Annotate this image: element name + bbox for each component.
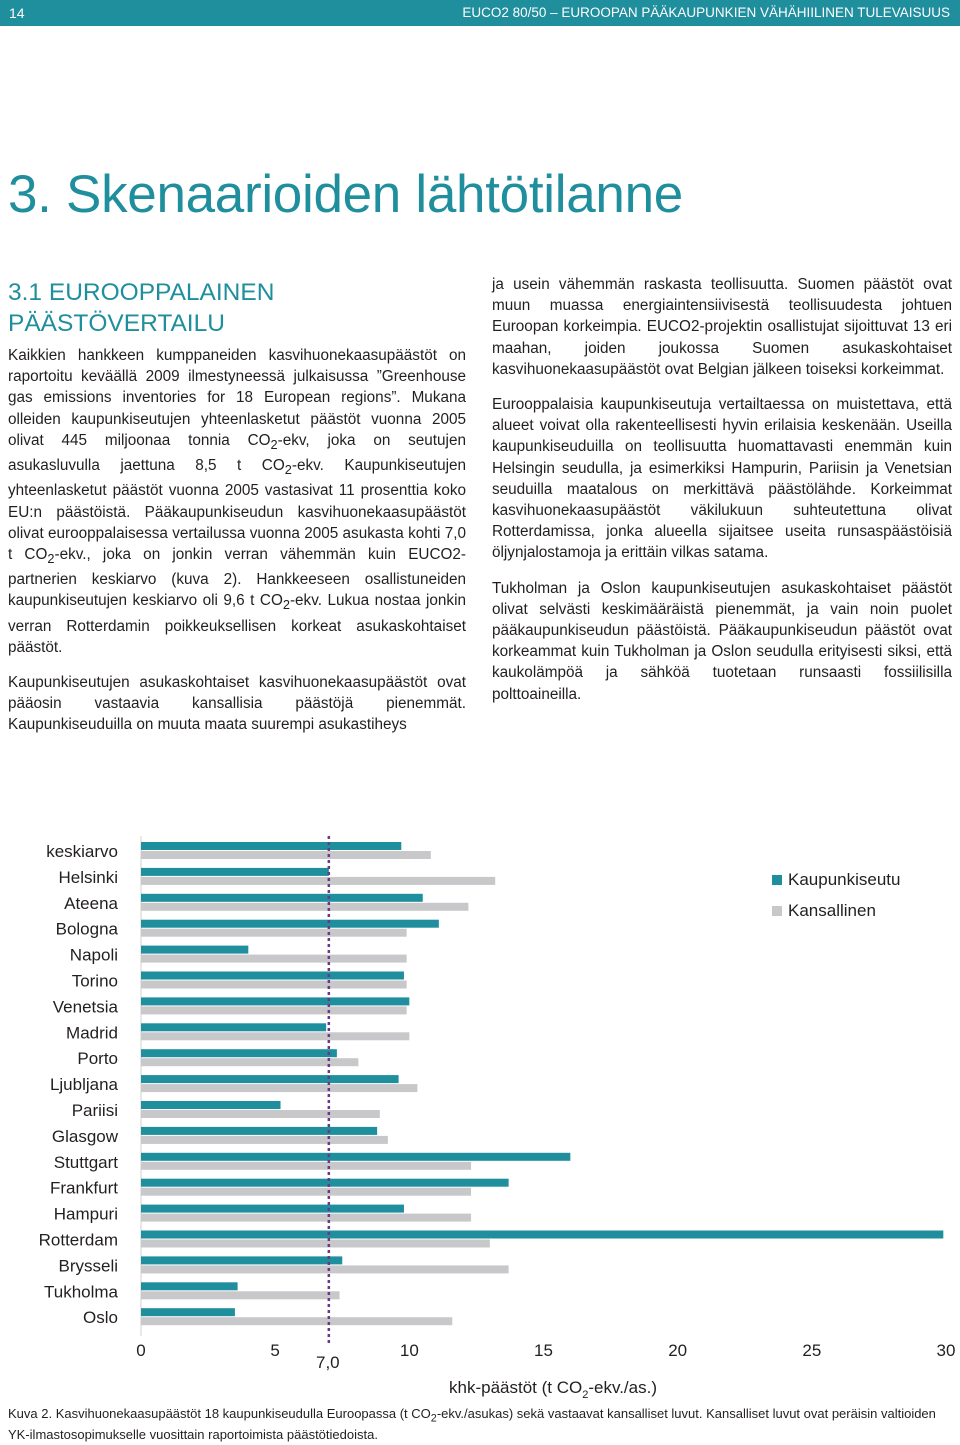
caption-subscript: 2: [430, 1412, 437, 1425]
left-column: [8, 345, 466, 750]
text-run: -ekv, joka on seutujen asukasluvulla jaettuna 8,5 t CO: [8, 431, 466, 475]
bar-kansallinen-17: [141, 1291, 340, 1299]
bar-kaupunkiseutu-6: [141, 997, 409, 1005]
reference-line-label: 7,0: [316, 1353, 340, 1372]
category-label-8: Porto: [77, 1049, 118, 1069]
text-run: -ekv., joka on jonkin verran vähemmän kuin EUCO2-partnerien keskiarvo (kuva 2). Hankkeeseen osallistuneiden kaupunkiseutujen keskiarvo oli 9,6 t CO: [8, 545, 466, 610]
bar-kaupunkiseutu-17: [141, 1282, 238, 1290]
x-axis-label-subscript: 2: [582, 1389, 589, 1400]
x-axis-label: [449, 1378, 657, 1400]
bar-kaupunkiseutu-0: [141, 842, 401, 850]
emissions-chart-svg: [0, 820, 960, 1400]
header-bar: [0, 0, 960, 26]
bar-kaupunkiseutu-14: [141, 1205, 404, 1213]
category-label-0: keskiarvo: [46, 842, 118, 861]
bar-kansallinen-0: [141, 851, 431, 859]
category-label-12: Stuttgart: [53, 1152, 118, 1172]
bar-kansallinen-18: [141, 1317, 452, 1325]
bar-kaupunkiseutu-10: [141, 1101, 281, 1109]
section-heading: [8, 277, 468, 339]
text-run: -ekv. Lukua nostaa jonkin verran Rotterdamin poikkeuksellisen korkeat asukaskohtaiset päästöt.: [8, 592, 466, 656]
category-label-11: Glasgow: [51, 1126, 118, 1146]
category-label-3: Bologna: [55, 919, 118, 939]
right-column: [492, 274, 952, 719]
category-label-16: Brysseli: [58, 1256, 118, 1276]
category-label-1: Helsinki: [58, 867, 118, 887]
bar-kansallinen-7: [141, 1032, 409, 1040]
caption-text: Kasvihuonekaasupäästöt 18 kaupunkiseudulla Euroopassa (t CO: [52, 1406, 431, 1421]
category-label-7: Madrid: [66, 1023, 118, 1043]
category-label-4: Napoli: [69, 945, 118, 965]
bar-kansallinen-3: [141, 929, 407, 937]
section-heading-line2: PÄÄSTÖVERTAILU: [8, 310, 225, 337]
left-paragraph-1: [8, 345, 466, 658]
x-tick-label-5: 25: [802, 1341, 822, 1360]
bar-kaupunkiseutu-16: [141, 1256, 342, 1264]
emissions-chart: [0, 820, 960, 1400]
x-tick-label-1: 5: [270, 1341, 280, 1360]
bar-kansallinen-8: [141, 1058, 358, 1066]
right-paragraph-2: Eurooppalaisia kaupunkiseutuja vertailtaessa on muistettava, että alueet voivat olla rakenteellisesti hyvin erilaisia keskenään. Useilla kaupunkiseuduilla on teollisuutta huomattavasti enemmän kuin Helsingin seudulla, ja esimerkiksi Hampurin, Pariisin ja Venetsian seuduilla maatalous on merkittävä päästölähde. Korkeimmat kasvihuonekaasupäästöt väkilukuun suhteutettuna olivat Rotterdamissa, jonka alueella sijaitsee useita runsaspäästöisiä öljynjalostamoja ja erittäin vilkas satama.: [492, 396, 952, 562]
bar-kansallinen-11: [141, 1136, 388, 1144]
category-label-14: Hampuri: [53, 1204, 118, 1224]
x-axis-label-text-rest: -ekv./as.): [588, 1378, 657, 1397]
x-tick-label-6: 30: [936, 1341, 956, 1360]
category-label-9: Ljubljana: [49, 1075, 118, 1095]
x-tick-label-0: 0: [136, 1341, 146, 1360]
x-tick-label-3: 15: [534, 1341, 553, 1360]
bar-kansallinen-1: [141, 877, 495, 885]
section-heading-line1: 3.1 EUROOPPALAINEN: [8, 279, 275, 306]
subscript: 2: [284, 462, 292, 478]
bar-kaupunkiseutu-4: [141, 946, 248, 954]
bar-kaupunkiseutu-3: [141, 920, 439, 928]
left-paragraph-2: Kaupunkiseutujen asukaskohtaiset kasvihuonekaasupäästöt ovat pääosin vastaavia kansallisia päästöjä pienemmät. Kaupunkiseuduilla on muuta maata suurempi asukastiheys: [8, 674, 466, 734]
figure-caption: [8, 1406, 953, 1443]
category-label-17: Tukholma: [43, 1282, 118, 1302]
category-label-10: Pariisi: [71, 1101, 118, 1120]
right-paragraph-3: Tukholman ja Oslon kaupunkiseutujen asukaskohtaiset päästöt olivat selvästi keskimääräistä pienemmät, ja vain noin puolet pääkaupunkiseudun päästöistä. Pääkaupunkiseudun päästöt ovat korkeammat kuin Tukholman ja Oslon seudulla erityisesti siksi, että kaukolämpöä ja sähköä tuotetaan runsaasti fossiilisilla polttoaineilla.: [492, 579, 952, 703]
chapter-title: 3. Skenaarioiden lähtötilanne: [8, 165, 683, 224]
bar-kaupunkiseutu-8: [141, 1049, 337, 1057]
x-tick-label-2: 10: [399, 1341, 419, 1360]
bar-kansallinen-5: [141, 981, 407, 989]
x-axis-label-text: khk-päästöt (t CO: [449, 1378, 583, 1397]
bar-kaupunkiseutu-13: [141, 1179, 509, 1187]
legend-swatch-1: [772, 906, 782, 916]
bar-kaupunkiseutu-2: [141, 894, 423, 902]
bar-kansallinen-13: [141, 1188, 471, 1196]
bar-kansallinen-4: [141, 955, 407, 963]
legend-label-0: Kaupunkiseutu: [788, 870, 901, 889]
bar-kansallinen-15: [141, 1240, 490, 1248]
category-label-13: Frankfurt: [49, 1178, 118, 1198]
right-paragraph-1: ja usein vähemmän raskasta teollisuutta. Suomen päästöt ovat muun muassa energiaintensiivisestä teollisuudesta johtuen Euroopan korkeimpia. EUCO2-projektin osallistujat sijoittuvat 13 eri maahan, joiden joukossa Suomen asukaskohtaiset kasvihuonekaasupäästöt ovat Belgian jälkeen toiseksi korkeimmat.: [492, 276, 952, 378]
subscript: 2: [270, 436, 278, 452]
bar-kaupunkiseutu-1: [141, 868, 329, 876]
bar-kaupunkiseutu-12: [141, 1153, 570, 1161]
bar-kaupunkiseutu-5: [141, 972, 404, 980]
bar-kansallinen-9: [141, 1084, 417, 1092]
bar-kansallinen-2: [141, 903, 468, 911]
bar-kansallinen-16: [141, 1265, 509, 1273]
bar-kaupunkiseutu-18: [141, 1308, 235, 1316]
bar-kansallinen-12: [141, 1162, 471, 1170]
running-title: EUCO2 80/50 – EUROOPAN PÄÄKAUPUNKIEN VÄHÄHIILINEN TULEVAISUUS: [462, 5, 950, 20]
page-number: 14: [9, 5, 25, 21]
bar-kaupunkiseutu-15: [141, 1231, 943, 1239]
bar-kansallinen-10: [141, 1110, 380, 1118]
subscript: 2: [282, 597, 290, 613]
subscript: 2: [47, 550, 55, 566]
caption-text-rest: -ekv./asukas) sekä vastaavat kansalliset luvut. Kansalliset luvut ovat peräisin valtioiden YK-ilmastosopimukselle vuosittain raportoimista päästötiedoista.: [8, 1406, 936, 1442]
text-run: -ekv. Kaupunkiseutujen yhteenlasketut päästöt vuonna 2005 vastasivat 11 prosenttia koko EU:n päästöistä. Pääkaupunkiseudun kasvihuonekaasupäästöt olivat eurooppalaisessa vertailussa vuonna 2005 asukasta kohti 7,0 t CO: [8, 457, 466, 563]
bar-kaupunkiseutu-11: [141, 1127, 377, 1135]
legend-label-1: Kansallinen: [788, 901, 876, 920]
bar-kansallinen-14: [141, 1214, 471, 1222]
caption-label: Kuva 2.: [8, 1406, 53, 1421]
category-label-6: Venetsia: [52, 997, 118, 1017]
bar-kaupunkiseutu-9: [141, 1075, 399, 1083]
x-tick-label-4: 20: [668, 1341, 688, 1360]
category-label-5: Torino: [71, 971, 118, 991]
category-label-15: Rotterdam: [38, 1230, 118, 1250]
bar-kaupunkiseutu-7: [141, 1023, 326, 1031]
legend-swatch-0: [772, 875, 782, 885]
text-run: Kaikkien hankkeen kumppaneiden kasvihuonekaasupäästöt on raportoitu keväällä 2009 ilmestyneessä julkaisussa ”Greenhouse gas emissions inventories for 18 European regions”. Mukana olleiden kaupunkiseutujen yhteenlasketut päästöt vuonna 2005 olivat 445 miljoonaa tonnia CO: [8, 347, 466, 449]
category-label-18: Oslo: [83, 1308, 118, 1328]
bar-kansallinen-6: [141, 1006, 407, 1014]
category-label-2: Ateena: [64, 893, 118, 913]
